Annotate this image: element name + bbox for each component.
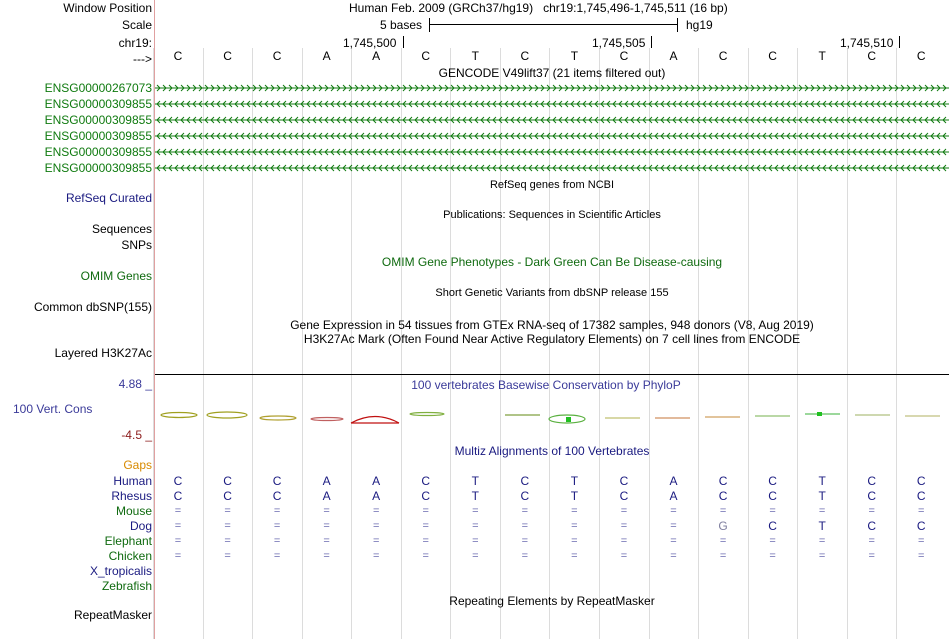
alignment-base: C xyxy=(173,489,183,503)
reference-base: C xyxy=(619,49,629,63)
alignment-base: = xyxy=(719,535,727,547)
gene-label[interactable]: ENSG00000309855 xyxy=(44,145,152,159)
label-divider[interactable] xyxy=(154,0,155,639)
species-label[interactable]: Dog xyxy=(129,519,152,533)
gene-label[interactable]: ENSG00000267073 xyxy=(44,81,152,95)
alignment-base: C xyxy=(272,489,282,503)
alignment-base: = xyxy=(323,505,330,517)
reference-base: C xyxy=(421,49,431,63)
position-readout xyxy=(349,1,728,15)
base-gridline xyxy=(153,48,154,639)
reference-base: C xyxy=(768,49,777,63)
phylop-mark xyxy=(817,412,822,416)
conservation-max-label: 4.88 _ xyxy=(118,377,152,391)
alignment-base: = xyxy=(918,505,925,517)
assembly-text: Human Feb. 2009 (GRCh37/hg19) xyxy=(349,1,534,15)
alignment-base: C xyxy=(520,489,530,503)
alignment-base: = xyxy=(273,535,281,547)
species-label[interactable]: Elephant xyxy=(104,534,152,548)
alignment-base: = xyxy=(918,535,925,547)
alignment-base: C xyxy=(768,474,777,488)
reference-base: A xyxy=(669,49,678,63)
alignment-base: = xyxy=(323,520,330,532)
alignment-base: A xyxy=(322,474,331,488)
alignment-base: T xyxy=(471,489,479,503)
alignment-base: = xyxy=(670,520,677,532)
reference-base: T xyxy=(570,49,579,63)
species-label[interactable]: Zebrafish xyxy=(101,579,152,593)
phylop-mark xyxy=(410,413,444,416)
gene-label[interactable]: ENSG00000309855 xyxy=(44,97,152,111)
phylop-mark xyxy=(161,413,197,418)
alignment-base: = xyxy=(273,505,281,517)
h3k27ac-track-title[interactable]: H3K27Ac Mark (Often Found Near Active Regulatory Elements) on 7 cell lines from ENCODE xyxy=(303,332,801,346)
alignment-base: = xyxy=(670,535,677,547)
conservation-track-title[interactable]: 100 vertebrates Basewise Conservation by PhyloP xyxy=(411,378,681,392)
repeatmasker-track-label[interactable]: RepeatMasker xyxy=(73,608,152,622)
gene-feature[interactable] xyxy=(155,147,949,157)
gene-feature[interactable] xyxy=(155,83,949,93)
alignment-base: = xyxy=(818,550,826,562)
reference-base: C xyxy=(272,49,282,63)
gene-label[interactable]: ENSG00000309855 xyxy=(44,129,152,143)
phylop-mark xyxy=(566,417,571,422)
alignment-base: T xyxy=(818,519,826,533)
alignment-base: = xyxy=(472,520,479,532)
tick-label: 1,745,500 xyxy=(343,36,397,50)
alignment-base: = xyxy=(372,505,380,517)
h3k27ac-baseline xyxy=(155,374,949,375)
alignment-base: T xyxy=(818,489,826,503)
alignment-base: = xyxy=(422,535,429,547)
alignment-base: = xyxy=(620,520,628,532)
refseq-track-title[interactable]: RefSeq genes from NCBI xyxy=(489,179,615,191)
alignment-base: = xyxy=(273,520,281,532)
alignment-base: = xyxy=(224,550,231,562)
db-text: hg19 xyxy=(686,18,713,32)
alignment-base: = xyxy=(769,550,776,562)
alignment-base: = xyxy=(224,535,231,547)
alignment-base: = xyxy=(818,535,826,547)
conservation-track-label[interactable]: 100 Vert. Cons xyxy=(13,402,93,416)
alignment-base: A xyxy=(669,489,678,503)
refseq-track-label[interactable]: RefSeq Curated xyxy=(65,191,152,205)
alignment-base: C xyxy=(272,474,282,488)
publications-track-label[interactable]: Sequences xyxy=(91,222,152,236)
alignment-base: T xyxy=(471,474,479,488)
alignment-base: = xyxy=(273,550,281,562)
reference-base: C xyxy=(916,49,926,63)
alignment-base: = xyxy=(868,550,875,562)
gene-label[interactable]: ENSG00000309855 xyxy=(44,113,152,127)
alignment-base: = xyxy=(422,550,429,562)
alignment-base: G xyxy=(718,519,728,533)
tick-label: 1,745,510 xyxy=(840,36,894,50)
alignment-base: C xyxy=(916,519,926,533)
species-label[interactable]: Chicken xyxy=(108,549,152,563)
alignment-base: C xyxy=(916,489,926,503)
alignment-base: = xyxy=(323,550,330,562)
alignment-base: = xyxy=(323,535,330,547)
alignment-base: C xyxy=(223,474,232,488)
species-label[interactable]: X_tropicalis xyxy=(89,564,152,578)
multiz-track-title[interactable]: Multiz Alignments of 100 Vertebrates xyxy=(454,444,650,458)
strand-label[interactable]: ---> xyxy=(133,52,152,66)
omim-track-title[interactable]: OMIM Gene Phenotypes - Dark Green Can Be Disease-causing xyxy=(381,255,723,269)
alignment-base: = xyxy=(521,520,529,532)
alignment-base: = xyxy=(472,535,479,547)
alignment-base: C xyxy=(718,474,728,488)
alignment-base: = xyxy=(422,505,429,517)
alignment-base: = xyxy=(571,550,578,562)
snps-track-label[interactable]: SNPs xyxy=(121,238,152,252)
alignment-base: = xyxy=(224,505,231,517)
alignment-base: = xyxy=(670,550,677,562)
scale-bar-left xyxy=(429,18,430,32)
position-text: chr19:1,745,496-1,745,511 (16 bp) xyxy=(543,1,728,15)
scale-bar-right xyxy=(677,18,678,32)
alignment-base: C xyxy=(768,489,777,503)
alignment-base: = xyxy=(918,550,925,562)
reference-base: C xyxy=(223,49,232,63)
gene-feature[interactable] xyxy=(155,99,949,109)
alignment-base: T xyxy=(570,474,579,488)
alignment-base: = xyxy=(818,505,826,517)
species-label[interactable]: Rhesus xyxy=(111,489,152,503)
tick-mark xyxy=(899,36,900,48)
alignment-base: T xyxy=(570,489,579,503)
h3k27ac-track-label[interactable]: Layered H3K27Ac xyxy=(54,346,152,360)
repeatmasker-track-title[interactable]: Repeating Elements by RepeatMasker xyxy=(449,594,655,608)
reference-base: C xyxy=(718,49,728,63)
alignment-base: = xyxy=(372,520,380,532)
alignment-base: = xyxy=(174,550,182,562)
publications-track-title[interactable]: Publications: Sequences in Scientific Articles xyxy=(443,209,661,221)
reference-base: A xyxy=(372,49,381,63)
tick-mark xyxy=(651,36,652,48)
alignment-base: C xyxy=(718,489,728,503)
dbsnp-track-title[interactable]: Short Genetic Variants from dbSNP release 155 xyxy=(435,287,669,299)
reference-base: A xyxy=(322,49,331,63)
scale-label: Scale xyxy=(121,18,152,32)
alignment-base: C xyxy=(421,489,431,503)
gene-label[interactable]: ENSG00000309855 xyxy=(44,161,152,175)
alignment-base: = xyxy=(472,550,479,562)
phylop-mark xyxy=(311,418,343,421)
species-label[interactable]: Human xyxy=(113,474,152,488)
alignment-base: C xyxy=(867,519,877,533)
conservation-plot[interactable] xyxy=(155,400,949,430)
alignment-base: C xyxy=(520,474,530,488)
alignment-base: C xyxy=(421,474,431,488)
gene-feature[interactable] xyxy=(155,163,949,173)
alignment-base: = xyxy=(769,535,776,547)
scale-bar xyxy=(429,24,677,25)
phylop-mark xyxy=(260,416,296,420)
alignment-base: = xyxy=(670,505,677,517)
alignment-base: = xyxy=(174,535,182,547)
chrom-label: chr19: xyxy=(118,36,152,50)
alignment-base: C xyxy=(916,474,926,488)
alignment-base: = xyxy=(571,520,578,532)
alignment-base: = xyxy=(521,505,529,517)
alignment-base: = xyxy=(372,535,380,547)
alignment-base: = xyxy=(372,550,380,562)
alignment-base: = xyxy=(620,535,628,547)
reference-base: T xyxy=(818,49,826,63)
alignment-base: C xyxy=(768,519,777,533)
alignment-base: = xyxy=(719,505,727,517)
alignment-base: = xyxy=(719,550,727,562)
alignment-base: = xyxy=(868,535,875,547)
alignment-base: A xyxy=(372,474,381,488)
alignment-base: = xyxy=(620,505,628,517)
alignment-base: C xyxy=(619,489,629,503)
alignment-base: = xyxy=(769,505,776,517)
alignment-base: C xyxy=(173,474,183,488)
alignment-base: = xyxy=(174,505,182,517)
reference-base: C xyxy=(520,49,530,63)
window-position-label: Window Position xyxy=(63,1,152,15)
alignment-base: = xyxy=(620,550,628,562)
scale-text: 5 bases xyxy=(380,18,423,32)
reference-base: C xyxy=(867,49,877,63)
alignment-base: C xyxy=(619,474,629,488)
alignment-base: A xyxy=(322,489,331,503)
alignment-base: = xyxy=(571,535,578,547)
species-label[interactable]: Mouse xyxy=(115,504,152,518)
alignment-base: C xyxy=(223,489,232,503)
tick-label: 1,745,505 xyxy=(592,36,646,50)
alignment-base: = xyxy=(571,505,578,517)
alignment-base: = xyxy=(868,505,875,517)
tick-mark xyxy=(403,36,404,48)
alignment-base: T xyxy=(818,474,826,488)
alignment-base: = xyxy=(472,505,479,517)
conservation-min-label: -4.5 _ xyxy=(121,428,152,442)
alignment-base: A xyxy=(372,489,381,503)
alignment-base: = xyxy=(422,520,429,532)
phylop-mark xyxy=(351,417,399,424)
dbsnp-track-label[interactable]: Common dbSNP(155) xyxy=(33,300,152,314)
gtex-track-title[interactable]: Gene Expression in 54 tissues from GTEx RNA-seq of 17382 samples, 948 donors (V8, Aug 2019) xyxy=(290,318,814,332)
alignment-base: A xyxy=(669,474,678,488)
reference-base: T xyxy=(471,49,479,63)
alignment-base: = xyxy=(521,550,529,562)
gencode-track-title[interactable]: GENCODE V49lift37 (21 items filtered out) xyxy=(438,66,666,80)
gene-feature[interactable] xyxy=(155,115,949,125)
omim-track-label[interactable]: OMIM Genes xyxy=(80,269,152,283)
reference-base: C xyxy=(173,49,183,63)
alignment-base: C xyxy=(867,489,877,503)
alignment-base: = xyxy=(521,535,529,547)
alignment-base: C xyxy=(867,474,877,488)
phylop-mark xyxy=(207,412,247,418)
alignment-base: = xyxy=(224,520,231,532)
gene-feature[interactable] xyxy=(155,131,949,141)
alignment-base: = xyxy=(174,520,182,532)
gaps-label[interactable]: Gaps xyxy=(123,458,152,472)
